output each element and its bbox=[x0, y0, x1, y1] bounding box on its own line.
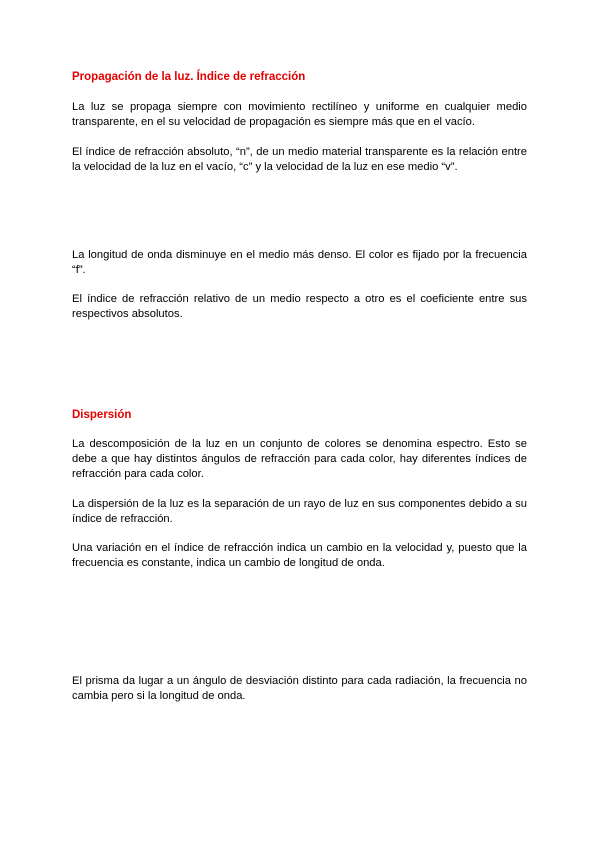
paragraph-longitud-onda: La longitud de onda disminuye en el medio más denso. El color es fijado por la frecuencia “f”. bbox=[72, 249, 527, 276]
paragraph-prisma: El prisma da lugar a un ángulo de desviación distinto para cada radiación, la frecuencia no cambia pero si la longitud de onda. bbox=[72, 675, 527, 702]
paragraph-dispersion-luz: La dispersión de la luz es la separación de un rayo de luz en sus componentes debido a su índice de refracción. bbox=[72, 498, 527, 525]
paragraph-indice-absoluto: El índice de refracción absoluto, “n”, de un medio material transparente es la relación entre la velocidad de la luz en el vacío, “c” y la velocidad de la luz en ese medio “v”. bbox=[72, 146, 527, 173]
section-heading-dispersion: Dispersión bbox=[72, 409, 132, 421]
paragraph-variacion-indice: Una variación en el índice de refracción indica un cambio en la velocidad y, puesto que la frecuencia es constante, indica un cambio de longitud de onda. bbox=[72, 542, 527, 569]
paragraph-indice-relativo: El índice de refracción relativo de un medio respecto a otro es el coeficiente entre sus respectivos absolutos. bbox=[72, 293, 527, 320]
paragraph-propagacion-1: La luz se propaga siempre con movimiento rectilíneo y uniforme en cualquier medio transparente, en el su velocidad de propagación es siempre más que en el vacío. bbox=[72, 101, 527, 128]
section-heading-propagacion: Propagación de la luz. Índice de refracción bbox=[72, 71, 306, 83]
paragraph-espectro: La descomposición de la luz en un conjunto de colores se denomina espectro. Esto se debe a que hay distintos ángulos de refracción para cada color, hay diferentes índices de refracción para cada color. bbox=[72, 438, 527, 480]
